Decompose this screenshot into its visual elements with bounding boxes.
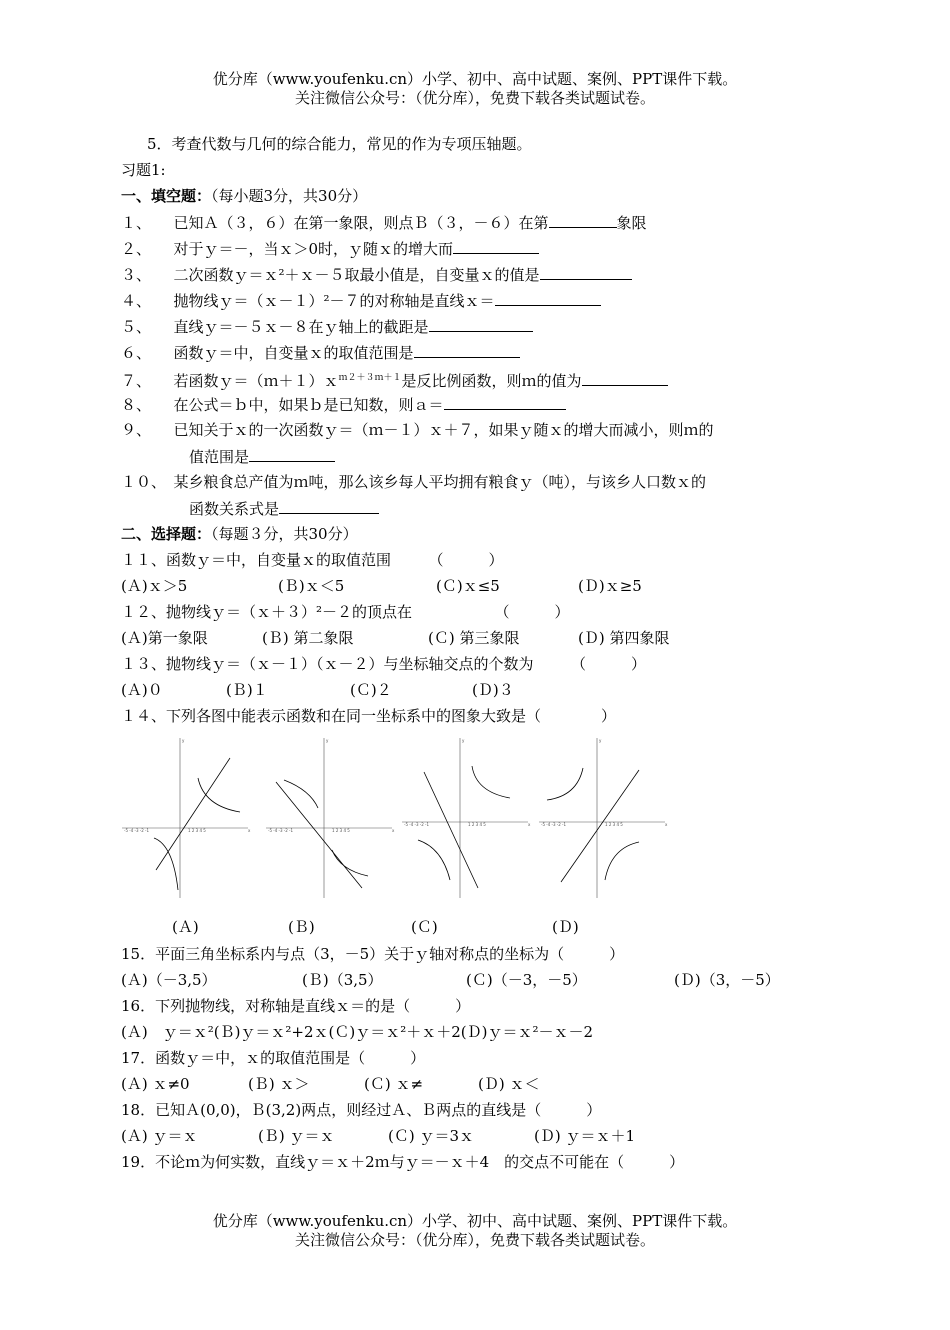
svg-text:y: y [462, 738, 465, 743]
option-d[interactable]: (Ｄ)３ [472, 681, 514, 699]
question-5-text: ５、 直线ｙ＝－５ｘ－８在ｙ轴上的截距是 [121, 318, 429, 336]
question-6 [121, 342, 520, 363]
graph-label-d[interactable]: (Ｄ) [552, 918, 579, 936]
question-4-text: ４、 抛物线ｙ＝（ｘ－１）²－７的对称轴是直线ｘ＝ [121, 292, 495, 310]
question-1-text: １、 已知Ａ（３，６）在第一象限，则点Ｂ（３，－６）在第 [121, 214, 549, 232]
answer-blank[interactable] [279, 498, 379, 514]
question-7 [121, 368, 668, 391]
option-c[interactable]: (Ｃ)ｘ≤5 [436, 577, 500, 595]
answer-blank[interactable] [414, 342, 520, 358]
option-d[interactable]: (Ｄ) ｘ＜ [478, 1075, 540, 1093]
question-2-text: ２、 对于ｙ＝－，当ｘ＞0时，ｙ随ｘ的增大而 [121, 240, 454, 258]
svg-text:x: x [392, 828, 395, 833]
question-3-text: ３、 二次函数ｙ＝ｘ²＋ｘ－５取最小值是，自变量ｘ的值是 [121, 266, 540, 284]
option-a[interactable]: (Ａ)ｘ＞5 [121, 577, 188, 595]
question-14: １４、下列各图中能表示函数和在同一坐标系中的图象大致是（ ） [121, 707, 617, 725]
question-15: 15．平面三角坐标系内与点（3，－5）关于ｙ轴对称点的坐标为（ ） [121, 945, 625, 963]
section-1-title: 一、填空题： [121, 187, 212, 205]
svg-text:1 2 3 4 5: 1 2 3 4 5 [188, 828, 206, 833]
option-a[interactable]: (Ａ) ｙ＝ｘ [121, 1127, 198, 1145]
question-12: １２、抛物线ｙ＝（ｘ＋３）²－２的顶点在 （ ） [121, 603, 570, 621]
graph-a [118, 730, 253, 900]
svg-text:1 2 3 4 5: 1 2 3 4 5 [332, 828, 350, 833]
question-1 [121, 212, 647, 233]
question-10-text: 函数关系式是 [189, 500, 280, 518]
option-b[interactable]: (Ｂ)（3,5） [302, 971, 383, 989]
answer-blank[interactable] [549, 212, 617, 228]
answer-blank[interactable] [429, 316, 533, 332]
option-c[interactable]: (Ｃ)（－3，－5） [466, 971, 587, 989]
question-9-text: 值范围是 [189, 448, 250, 466]
question-1-tail: 象限 [616, 214, 647, 232]
svg-text:y: y [326, 738, 329, 743]
section-2-note: （每题３分，共30分） [211, 525, 358, 543]
graph-label-c[interactable]: (Ｃ) [411, 918, 438, 936]
option-c[interactable]: (Ｃ) 第三象限 [428, 629, 520, 647]
question-10-line-1: １０、 某乡粮食总产值为ｍ吨，那么该乡每人平均拥有粮食ｙ（吨），与该乡人口数ｘ的 [121, 473, 707, 491]
answer-blank[interactable] [453, 238, 539, 254]
answer-blank[interactable] [249, 446, 335, 462]
graph-b-plot [262, 730, 397, 900]
svg-text:x: x [665, 822, 668, 827]
question-16-options[interactable]: (Ａ) ｙ＝ｘ²(Ｂ)ｙ＝ｘ²+2ｘ(Ｃ)ｙ＝ｘ²＋ｘ＋2(Ｄ)ｙ＝ｘ²－ｘ－2 [121, 1023, 594, 1041]
svg-text:y: y [599, 738, 602, 743]
question-18: 18．已知Ａ(0,0)，Ｂ(3,2)两点，则经过Ａ、Ｂ两点的直线是（ ） [121, 1101, 602, 1119]
option-c[interactable]: (Ｃ)２ [350, 681, 392, 699]
question-16: 16．下列抛物线，对称轴是直线ｘ＝的是（ ） [121, 997, 471, 1015]
option-d[interactable]: (Ｄ) 第四象限 [578, 629, 670, 647]
question-4 [121, 290, 601, 311]
graph-b [262, 730, 397, 900]
option-c[interactable]: (Ｃ) ｘ≠ [364, 1075, 424, 1093]
answer-blank[interactable] [540, 264, 632, 280]
section-2-title: 二、选择题： [121, 525, 212, 543]
option-b[interactable]: (Ｂ) 第二象限 [262, 629, 354, 647]
graph-c [398, 730, 533, 900]
option-d[interactable]: (Ｄ)ｘ≥5 [578, 577, 642, 595]
svg-text:x: x [248, 828, 251, 833]
question-3 [121, 264, 632, 285]
graph-a-plot [118, 730, 253, 900]
section-2-heading [121, 524, 358, 544]
question-17: 17．函数ｙ＝中，ｘ的取值范围是（ ） [121, 1049, 426, 1067]
option-b[interactable]: (Ｂ)１ [226, 681, 268, 699]
question-9-line-2 [189, 446, 335, 467]
graph-c-plot [398, 730, 533, 900]
question-7-tail: 是反比例函数，则ｍ的值为 [401, 372, 582, 390]
question-5 [121, 316, 533, 337]
question-8-text: ８、 在公式＝ｂ中，如果ｂ是已知数，则ａ＝ [121, 396, 444, 414]
question-11: １１、函数ｙ＝中，自变量ｘ的取值范围 （ ） [121, 551, 504, 569]
option-c[interactable]: (Ｃ) ｙ＝3ｘ [388, 1127, 475, 1145]
svg-text:1 2 3 4 5: 1 2 3 4 5 [468, 822, 486, 827]
svg-text:1 2 3 4 5: 1 2 3 4 5 [605, 822, 623, 827]
svg-text:-5 -4 -3 -2 -1: -5 -4 -3 -2 -1 [268, 828, 294, 833]
svg-text:-5 -4 -3 -2 -1: -5 -4 -3 -2 -1 [124, 828, 150, 833]
answer-blank[interactable] [495, 290, 601, 306]
question-13: １３、抛物线ｙ＝（ｘ－１）（ｘ－２）与坐标轴交点的个数为 （ ） [121, 655, 647, 673]
question-19: 19．不论ｍ为何实数，直线ｙ＝ｘ＋2ｍ与ｙ＝－ｘ＋4 的交点不可能在（ ） [121, 1153, 685, 1171]
option-a[interactable]: (Ａ) ｘ≠0 [121, 1075, 190, 1093]
svg-text:-5 -4 -3 -2 -1: -5 -4 -3 -2 -1 [404, 822, 430, 827]
header-line-1: 优分库（www.youfenku.cn）小学、初中、高中试题、案例、PPT课件下载。 [212, 70, 738, 88]
graph-label-a[interactable]: (Ａ) [172, 918, 199, 936]
svg-text:x: x [528, 822, 531, 827]
question-7-text: ７、 若函数ｙ＝（ｍ＋１）ｘ [121, 372, 339, 390]
header-line-2: 关注微信公众号：（优分库），免费下载各类试题试卷。 [294, 89, 655, 107]
option-b[interactable]: (Ｂ)ｘ＜5 [278, 577, 345, 595]
graph-d-plot [535, 730, 670, 900]
graph-label-b[interactable]: (Ｂ) [288, 918, 315, 936]
section-1-heading [121, 186, 367, 206]
option-b[interactable]: (Ｂ) ｘ＞ [248, 1075, 310, 1093]
option-a[interactable]: (Ａ)（－3,5） [121, 971, 217, 989]
option-b[interactable]: (Ｂ) ｙ＝ｘ [258, 1127, 335, 1145]
question-7-exponent: ｍ２＋３ｍ＋１ [338, 373, 402, 383]
graph-d [535, 730, 670, 900]
question-6-text: ６、 函数ｙ＝中，自变量ｘ的取值范围是 [121, 344, 414, 362]
option-a[interactable]: (Ａ)０ [121, 681, 163, 699]
exercise-title: 习题1: [121, 161, 166, 179]
answer-blank[interactable] [444, 394, 566, 410]
footer-line-1: 优分库（www.youfenku.cn）小学、初中、高中试题、案例、PPT课件下载。 [212, 1212, 738, 1230]
question-2 [121, 238, 539, 259]
answer-blank[interactable] [582, 370, 668, 386]
option-d[interactable]: (Ｄ)（3，－5） [674, 971, 780, 989]
footer-line-2: 关注微信公众号：（优分库），免费下载各类试题试卷。 [294, 1231, 655, 1249]
section-1-note: （每小题3分，共30分） [211, 187, 368, 205]
option-a[interactable]: (Ａ)第一象限 [121, 629, 208, 647]
question-10-line-2 [189, 498, 379, 519]
question-9-line-1: ９、 已知关于ｘ的一次函数ｙ＝（ｍ－１）ｘ＋７，如果ｙ随ｘ的增大而减小，则ｍ的 [121, 421, 714, 439]
option-d[interactable]: (Ｄ) ｙ＝ｘ＋1 [534, 1127, 636, 1145]
svg-text:-5 -4 -3 -2 -1: -5 -4 -3 -2 -1 [541, 822, 567, 827]
intro-text: 5．考查代数与几何的综合能力，常见的作为专项压轴题。 [147, 135, 532, 153]
svg-text:y: y [182, 738, 185, 743]
question-8 [121, 394, 566, 415]
